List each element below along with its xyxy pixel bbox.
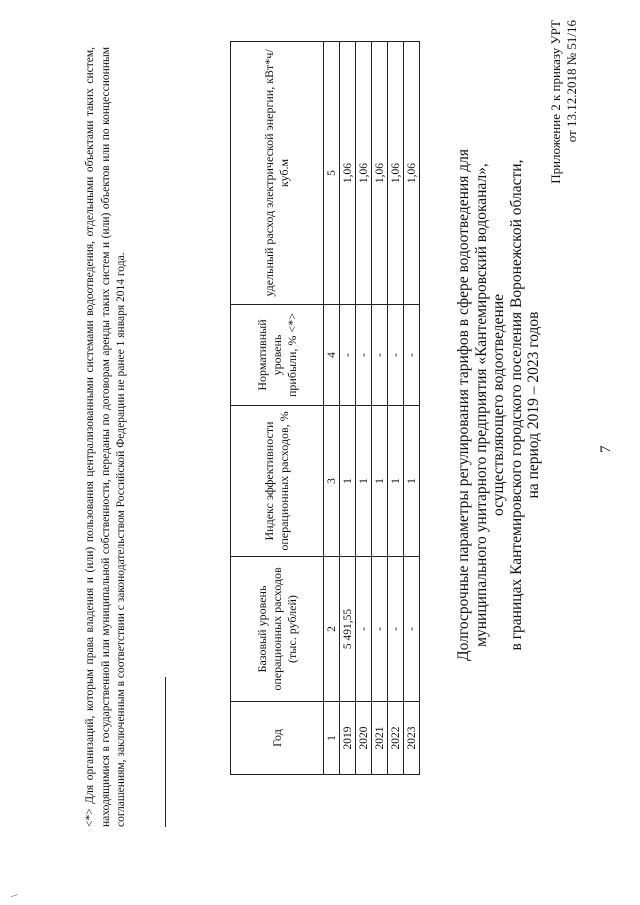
table-row — [372, 42, 388, 775]
scan-mark: \ — [10, 894, 21, 897]
appendix-line-1: Приложение 2 к приказу УРТ — [548, 20, 563, 184]
appendix-line-2: от 13.12.2018 № 51/16 — [564, 20, 579, 143]
table-cell: 2020 — [356, 702, 372, 775]
table-cell: - — [356, 305, 372, 406]
table-cell: 1,06 — [372, 42, 388, 305]
table-cell: - — [404, 557, 420, 702]
table-row — [356, 42, 372, 775]
table-cell: - — [372, 305, 388, 406]
table-cell: 1 — [340, 406, 356, 557]
table-cell: 1,06 — [356, 42, 372, 305]
document-title — [455, 105, 543, 705]
table-cell: 2019 — [340, 702, 356, 775]
page-number: 7 — [598, 445, 614, 453]
table-header-row — [231, 42, 324, 775]
table-column-numbers-row — [324, 42, 340, 775]
table-row — [404, 42, 420, 775]
title-line-2: муниципального унитарного предприятия «Кантемировский водоканал», осуществляющего водоотведение — [472, 163, 507, 647]
footnote-divider — [165, 677, 166, 827]
table-cell: 1,06 — [404, 42, 420, 305]
header-efficiency-index: Индекс эффективности операционных расходов, % — [231, 406, 324, 557]
table-cell: - — [388, 305, 404, 406]
title-line-1: Долгосрочные параметры регулирования тарифов в сфере водоотведения для — [455, 149, 472, 661]
table-cell: 1,06 — [340, 42, 356, 305]
table-cell: 1 — [388, 406, 404, 557]
column-number: 1 — [324, 702, 340, 775]
parameters-table — [230, 41, 420, 775]
appendix-reference — [548, 20, 580, 260]
header-year: Год — [231, 702, 324, 775]
column-number: 3 — [324, 406, 340, 557]
header-base-opex: Базовый уровень операционных расходов (тыс. рублей) — [231, 557, 324, 702]
table-cell: - — [340, 305, 356, 406]
table-row — [340, 42, 356, 775]
table-cell: - — [356, 557, 372, 702]
table-cell: 2022 — [388, 702, 404, 775]
table-cell: 1 — [404, 406, 420, 557]
table-cell: 1 — [356, 406, 372, 557]
table-cell: 2021 — [372, 702, 388, 775]
header-profit-level: Нормативный уровень прибыли, % <*> — [231, 305, 324, 406]
table-cell: - — [372, 557, 388, 702]
title-line-4: на период 2019 – 2023 годов — [525, 311, 542, 499]
column-number: 5 — [324, 42, 340, 305]
table-cell: 2023 — [404, 702, 420, 775]
column-number: 2 — [324, 557, 340, 702]
title-line-3: в границах Кантемировского городского поселения Воронежской области, — [507, 159, 525, 651]
table-cell: - — [388, 557, 404, 702]
header-energy-consumption: удельный расход электрической энергии, кВт*ч/куб.м — [231, 42, 324, 305]
table-cell: 1 — [372, 406, 388, 557]
table-cell: - — [404, 305, 420, 406]
table-cell: 5 491,55 — [340, 557, 356, 702]
column-number: 4 — [324, 305, 340, 406]
table-row — [388, 42, 404, 775]
footnote: <*> Для организаций, которым права владения и (или) пользования централизованными системами водоотведения, отдельными объектами таких систем, находящимися в государственной или муниципальной собственности, переданы по договорам аренды таких систем и (или) объектов или по концессионным соглашениям, заключенным в соответствии с законодательством Российской Федерации не ранее 1 января 2014 года. — [84, 47, 127, 827]
table-cell: 1,06 — [388, 42, 404, 305]
